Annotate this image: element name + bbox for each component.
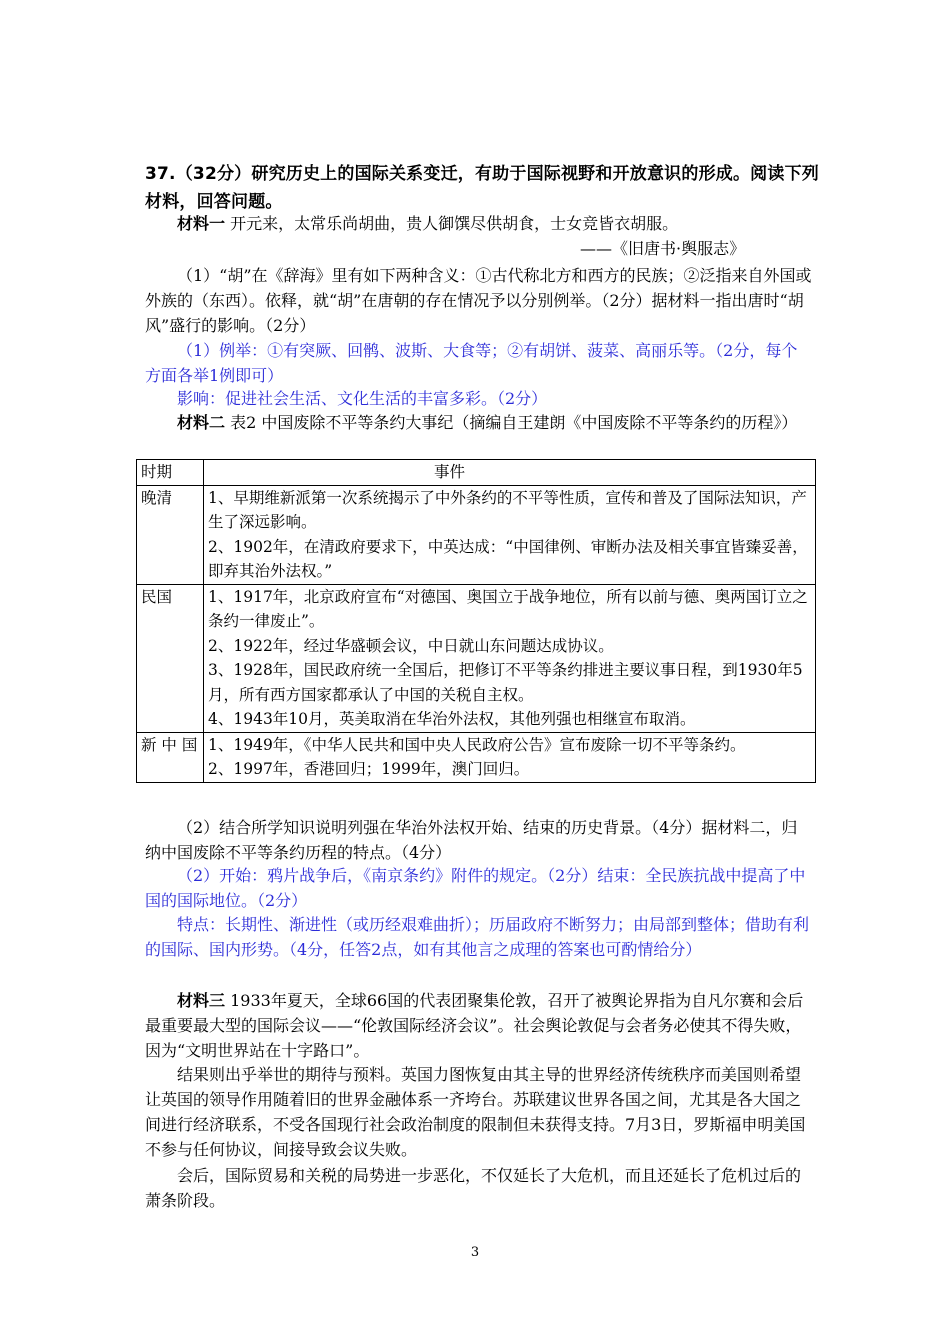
material3-label: 材料三 (177, 991, 226, 1010)
material2-label: 材料二 (177, 413, 226, 432)
period-cell: 新 中 国 (137, 732, 204, 782)
q1-answer-impact: 影响：促进社会生活、文化生活的丰富多彩。（2分） (177, 389, 548, 408)
event-item: 1、1917年，北京政府宣布“对德国、奥国立于战争地位，所有以前与德、奥两国订立之条约一律废止”。 (208, 587, 808, 630)
q1-answer-examples: （1）例举：①有突厥、回鹘、波斯、大食等；②有胡饼、菠菜、高丽乐等。（2分，每个方面各举1例即可） (145, 341, 798, 385)
events-cell (204, 732, 816, 782)
q2-prompt: （2）结合所学知识说明列强在华治外法权开始、结束的历史背景。（4分）据材料二，归纳中国废除不平等条约历程的特点。（4分） (145, 818, 798, 862)
table-row (137, 732, 816, 782)
event-item: 1、早期维新派第一次系统揭示了中外条约的不平等性质，宣传和普及了国际法知识，产生了深远影响。 (208, 488, 807, 531)
event-item: 3、1928年，国民政府统一全国后，把修订不平等条约排进主要议事日程，到1930年5月，所有西方国家都承认了中国的关税自主权。 (208, 661, 803, 704)
events-cell (204, 485, 816, 584)
header-period: 时期 (137, 460, 204, 486)
material3-paragraph-1 (145, 988, 813, 1063)
material1-source: ——《旧唐书·舆服志》 (580, 239, 746, 258)
event-item: 2、1997年，香港回归；1999年，澳门回归。 (208, 760, 530, 778)
q2-answer-features: 特点：长期性、渐进性（或历经艰难曲折）；历届政府不断努力；由局部到整体；借助有利的国际、国内形势。（4分，任答2点，如有其他言之成理的答案也可酌情给分） (145, 915, 810, 959)
period-cell: 民国 (137, 584, 204, 732)
event-item: 4、1943年10月，英美取消在华治外法权，其他列强也相继宣布取消。 (208, 710, 696, 728)
table-row (137, 584, 816, 732)
events-table (136, 459, 816, 783)
events-cell (204, 584, 816, 732)
question-title: 37.（32分）研究历史上的国际关系变迁，有助于国际视野和开放意识的形成。阅读下列材料，回答问题。 (145, 164, 819, 212)
material1-paragraph (145, 211, 813, 236)
header-events: 事件 (204, 460, 816, 486)
event-item: 2、1922年，经过华盛顿会议，中日就山东问题达成协议。 (208, 636, 614, 655)
event-item: 2、1902年，在清政府要求下，中英达成：“中国律例、审断办法及相关事宜皆臻妥善，即弃其治外法权。” (208, 537, 808, 580)
period-cell: 晚清 (137, 485, 204, 584)
material3-text-1: 1933年夏天，全球66国的代表团聚集伦敦，召开了被舆论界指为自凡尔赛和会后最重要最大型的国际会议——“伦敦国际经济会议”。社会舆论敦促与会者务必使其不得失败，因为“文明世界站在十字路口”。 (145, 991, 804, 1060)
q1-prompt: （1）“胡”在《辞海》里有如下两种含义：①古代称北方和西方的民族；②泛指来自外国或外族的（东西）。依释，就“胡”在唐朝的存在情况予以分别例举。（2分）据材料一指出唐时“胡风”盛行的影响。（2分） (145, 266, 812, 335)
material2-caption: 表2 中国废除不平等条约大事纪（摘编自王建朗《中国废除不平等条约的历程》） (230, 413, 798, 432)
material1-label: 材料一 (177, 214, 226, 233)
page-number: 3 (470, 1245, 480, 1260)
event-item: 1、1949年，《中华人民共和国中央人民政府公告》宣布废除一切不平等条约。 (208, 735, 746, 754)
material1-text: 开元来，太常乐尚胡曲，贵人御馔尽供胡食，士女竞皆衣胡服。 (230, 214, 679, 233)
table-row (137, 485, 816, 584)
table-header-row (137, 460, 816, 486)
material3-paragraph-3: 会后，国际贸易和关税的局势进一步恶化，不仅延长了大危机，而且还延长了危机过后的萧条阶段。 (145, 1166, 802, 1210)
material2-caption-line (145, 410, 815, 435)
q2-answer-background: （2）开始：鸦片战争后，《南京条约》附件的规定。（2分）结束：全民族抗战中提高了中国的国际地位。（2分） (145, 866, 806, 910)
material3-paragraph-2: 结果则出乎举世的期待与预料。英国力图恢复由其主导的世界经济传统秩序而美国则希望让英国的领导作用随着旧的世界金融体系一齐垮台。苏联建议世界各国之间，尤其是各大国之间进行经济联系，不受各国现行社会政治制度的限制但未获得支持。7月3日，罗斯福申明美国不参与任何协议，间接导致会议失败。 (145, 1065, 806, 1159)
